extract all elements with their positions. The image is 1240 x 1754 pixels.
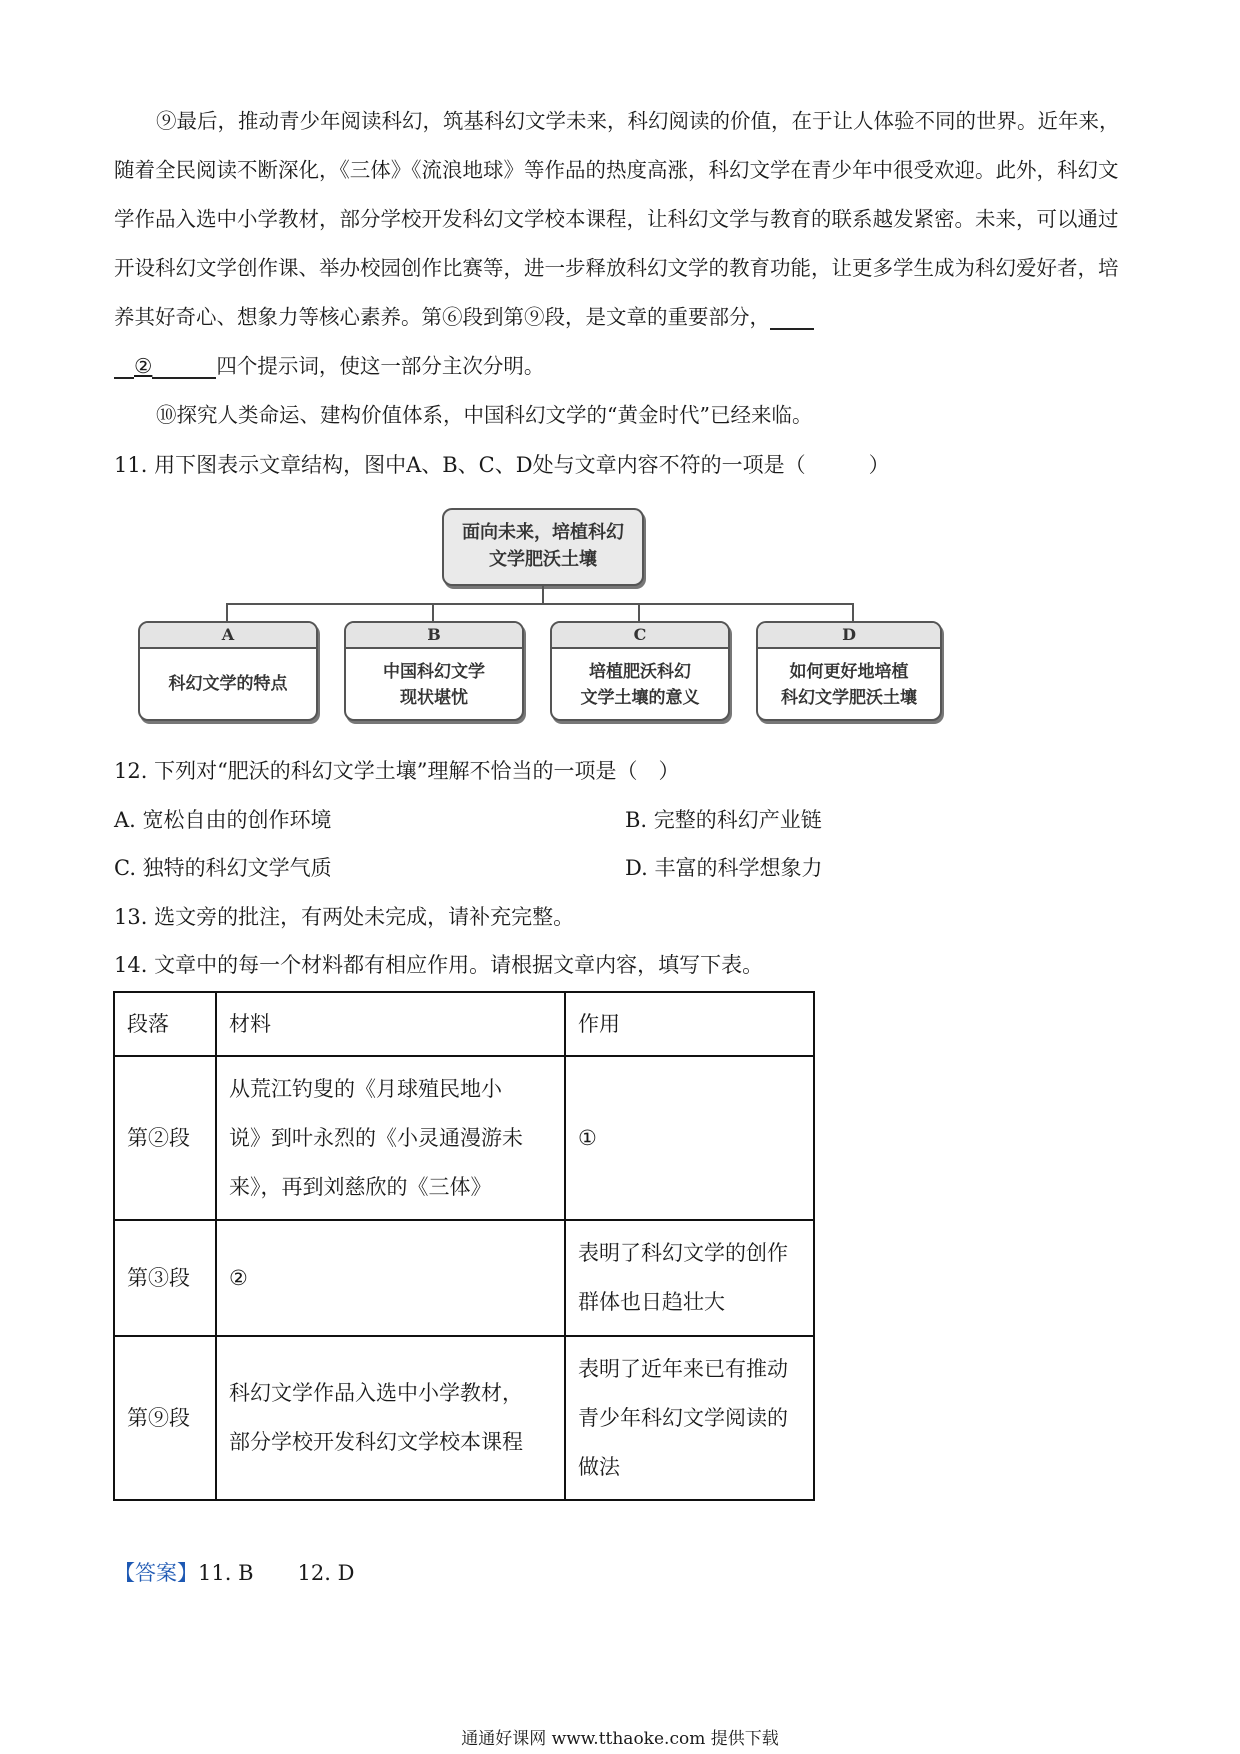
paragraph-9-tail: 四个提示词，使这一部分主次分明。 bbox=[216, 354, 545, 378]
cell-paragraph: 第②段 bbox=[114, 1056, 216, 1220]
cell-paragraph: 第⑨段 bbox=[114, 1336, 216, 1500]
diagram-connector-a bbox=[226, 603, 228, 621]
cell-material: ② bbox=[216, 1220, 565, 1336]
page-footer: 通通好课网 www.tthaoke.com 提供下载 bbox=[461, 1729, 779, 1749]
diagram-box-d-letter: D bbox=[758, 623, 940, 649]
table-row bbox=[114, 1056, 814, 1220]
blank-label: ② bbox=[134, 354, 153, 378]
table-row bbox=[114, 1336, 814, 1500]
diagram-box-c-text: 培植肥沃科幻 文学土壤的意义 bbox=[580, 662, 700, 708]
answer-blank-2-right bbox=[152, 356, 216, 379]
diagram-top-box bbox=[442, 508, 644, 586]
header-paragraph: 段落 bbox=[114, 992, 216, 1056]
paragraph-10: ⑩探究人类命运、建构价值体系，中国科幻文学的“黄金时代”已经来临。 bbox=[156, 403, 813, 427]
answer-blank-2-left bbox=[114, 356, 134, 379]
diagram-box-b-text: 中国科幻文学 现状堪忧 bbox=[383, 662, 485, 708]
diagram-box-d-text: 如何更好地培植 科幻文学肥沃土壤 bbox=[781, 662, 917, 708]
structure-diagram bbox=[136, 503, 946, 725]
diagram-connector-vertical bbox=[542, 586, 544, 604]
diagram-connector-horizontal bbox=[226, 603, 854, 605]
diagram-box-c-letter: C bbox=[552, 623, 728, 649]
diagram-box-b-letter: B bbox=[346, 623, 522, 649]
answer-11: 11. B bbox=[198, 1561, 254, 1585]
cell-material: 科幻文学作品入选中小学教材， 部分学校开发科幻文学校本课程 bbox=[216, 1336, 565, 1500]
paragraph-9-text: ⑨最后，推动青少年阅读科幻，筑基科幻文学未来，科幻阅读的价值，在于让人体验不同的世界。近年来，随着全民阅读不断深化，《三体》《流浪地球》等作品的热度高涨，科幻文学在青少年中很受欢迎。此外，科幻文学作品入选中小学教材，部分学校开发科幻文学校本课程，让科幻文学与教育的联系越发紧密。未来，可以通过开设科幻文学创作课、举办校园创作比赛等，进一步释放科幻文学的教育功能，让更多学生成为科幻爱好者，培养其好奇心、想象力等核心素养。第⑥段到第⑨段，是文章的重要部分， bbox=[114, 109, 1120, 329]
table-row bbox=[114, 1220, 814, 1336]
answer-line bbox=[114, 1558, 354, 1588]
answer-12: 12. D bbox=[297, 1561, 355, 1585]
question-13: 13. 选文旁的批注，有两处未完成，请补充完整。 bbox=[114, 905, 575, 929]
header-material: 材料 bbox=[216, 992, 565, 1056]
header-effect: 作用 bbox=[565, 992, 814, 1056]
diagram-connector-c bbox=[638, 603, 640, 621]
cell-material: 从荒江钓叟的《月球殖民地小 说》到叶永烈的《小灵通漫游未 来》，再到刘慈欣的《三体》 bbox=[216, 1056, 565, 1220]
diagram-box-b bbox=[344, 621, 524, 721]
option-b: B. 完整的科幻产业链 bbox=[625, 808, 822, 832]
table-header-row bbox=[114, 992, 814, 1056]
diagram-box-d bbox=[756, 621, 942, 721]
option-a: A. 宽松自由的创作环境 bbox=[114, 808, 332, 832]
option-c: C. 独特的科幻文学气质 bbox=[114, 856, 332, 880]
question-12: 12. 下列对“肥沃的科幻文学土壤”理解不恰当的一项是（ ） bbox=[114, 759, 680, 783]
material-table bbox=[113, 991, 815, 1501]
diagram-box-c bbox=[550, 621, 730, 721]
cell-effect: ① bbox=[565, 1056, 814, 1220]
diagram-connector-b bbox=[432, 603, 434, 621]
answer-tag: 【答案】 bbox=[114, 1561, 198, 1585]
diagram-box-a bbox=[138, 621, 318, 721]
diagram-box-a-letter: A bbox=[140, 623, 316, 649]
cell-paragraph: 第③段 bbox=[114, 1220, 216, 1336]
paragraph-9 bbox=[114, 97, 1124, 391]
diagram-connector-d bbox=[852, 603, 854, 621]
diagram-top-line1: 面向未来，培植科幻 bbox=[462, 522, 624, 543]
cell-effect: 表明了科幻文学的创作 群体也日趋壮大 bbox=[565, 1220, 814, 1336]
option-d: D. 丰富的科学想象力 bbox=[625, 856, 823, 880]
cell-effect: 表明了近年来已有推动 青少年科幻文学阅读的 做法 bbox=[565, 1336, 814, 1500]
question-14: 14. 文章中的每一个材料都有相应作用。请根据文章内容，填写下表。 bbox=[114, 953, 764, 977]
answer-blank-1 bbox=[770, 307, 814, 330]
diagram-box-a-text: 科幻文学的特点 bbox=[168, 674, 288, 694]
diagram-top-line2: 文学肥沃土壤 bbox=[489, 549, 597, 570]
question-11: 11. 用下图表示文章结构，图中A、B、C、D处与文章内容不符的一项是（ ） bbox=[114, 453, 890, 477]
